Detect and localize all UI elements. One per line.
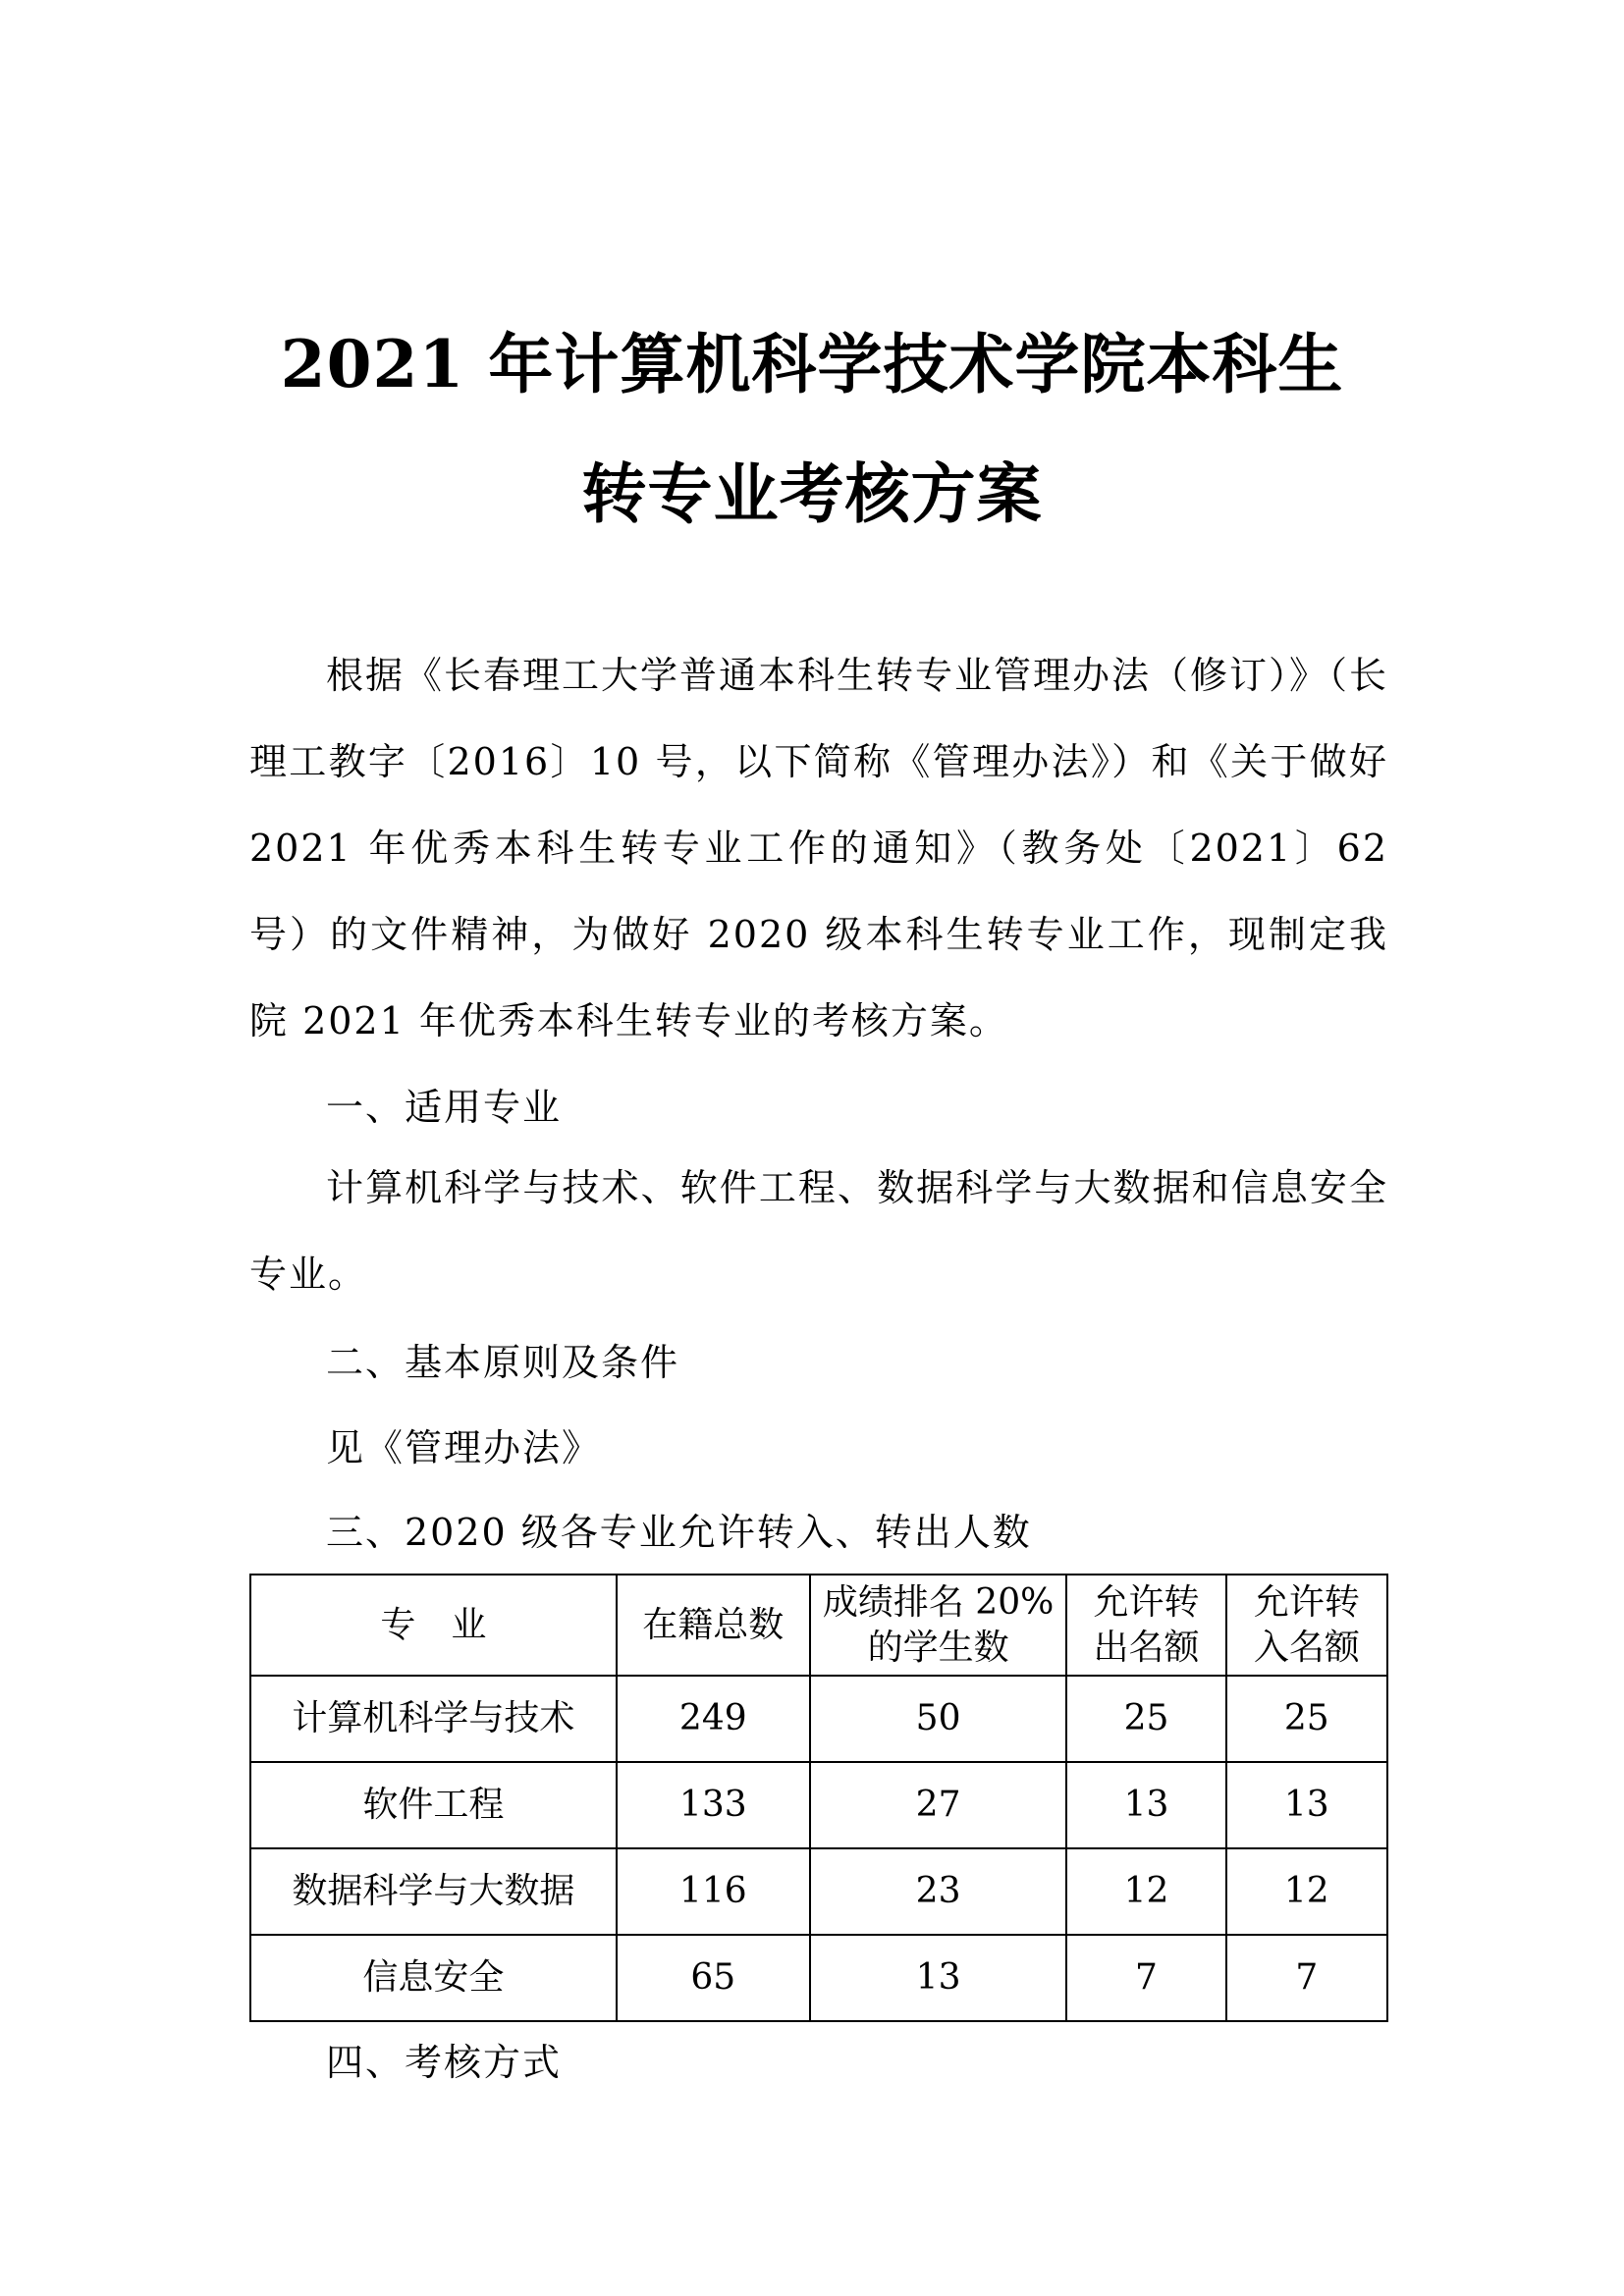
header-transfer-in	[1226, 1575, 1387, 1676]
cell-in: 13	[1226, 1762, 1387, 1848]
cell-top20: 13	[810, 1935, 1066, 2021]
section1-body: 计算机科学与技术、软件工程、数据科学与大数据和信息安全专业。	[249, 1166, 1388, 1296]
section3-heading: 三、2020 级各专业允许转入、转出人数	[326, 1511, 1032, 1554]
cell-enrolled: 249	[617, 1676, 810, 1762]
header-out-line1: 允许转	[1093, 1581, 1200, 1623]
section2-body: 见《管理办法》	[326, 1426, 602, 1469]
cell-top20: 23	[810, 1848, 1066, 1935]
header-major: 专 业	[250, 1575, 617, 1676]
header-enrolled: 在籍总数	[617, 1575, 810, 1676]
cell-top20: 27	[810, 1762, 1066, 1848]
table-row	[250, 1676, 1387, 1762]
cell-major: 计算机科学与技术	[250, 1676, 617, 1762]
cell-major: 数据科学与大数据	[250, 1848, 617, 1935]
table-row	[250, 1762, 1387, 1848]
header-in-line2: 入名额	[1253, 1627, 1360, 1668]
table-row	[250, 1935, 1387, 2021]
cell-in: 12	[1226, 1848, 1387, 1935]
cell-major: 信息安全	[250, 1935, 617, 2021]
document-title-line2: 转专业考核方案	[581, 455, 1043, 532]
cell-in: 7	[1226, 1935, 1387, 2021]
section1-heading: 一、适用专业	[326, 1086, 563, 1129]
cell-out: 13	[1066, 1762, 1225, 1848]
header-top20	[810, 1575, 1066, 1676]
cell-out: 7	[1066, 1935, 1225, 2021]
cell-in: 25	[1226, 1676, 1387, 1762]
section4-heading: 四、考核方式	[326, 2041, 563, 2084]
cell-out: 25	[1066, 1676, 1225, 1762]
cell-out: 12	[1066, 1848, 1225, 1935]
cell-major: 软件工程	[250, 1762, 617, 1848]
section2-heading: 二、基本原则及条件	[326, 1341, 680, 1384]
document-title-line1: 2021 年计算机科学技术学院本科生	[280, 326, 1344, 402]
header-transfer-out	[1066, 1575, 1225, 1676]
header-top20-line2: 的学生数	[867, 1627, 1009, 1668]
cell-enrolled: 133	[617, 1762, 810, 1848]
header-top20-line1: 成绩排名 20%	[822, 1581, 1055, 1623]
intro-paragraph: 根据《长春理工大学普通本科生转专业管理办法（修订）》（长理工教字〔2016〕10 号，以下简称《管理办法》）和《关于做好 2021 年优秀本科生转专业工作的通知》（教务处〔2021〕62 号）的文件精神，为做好 2020 级本科生转专业工作，现制定我院 2021 年优秀本科生转专业的考核方案。	[249, 654, 1389, 1042]
table-row	[250, 1848, 1387, 1935]
table-header-row	[250, 1575, 1387, 1676]
cell-enrolled: 65	[617, 1935, 810, 2021]
header-in-line1: 允许转	[1253, 1581, 1360, 1623]
header-out-line2: 出名额	[1093, 1627, 1200, 1668]
cell-enrolled: 116	[617, 1848, 810, 1935]
transfer-quota-table	[249, 1574, 1388, 2022]
cell-top20: 50	[810, 1676, 1066, 1762]
